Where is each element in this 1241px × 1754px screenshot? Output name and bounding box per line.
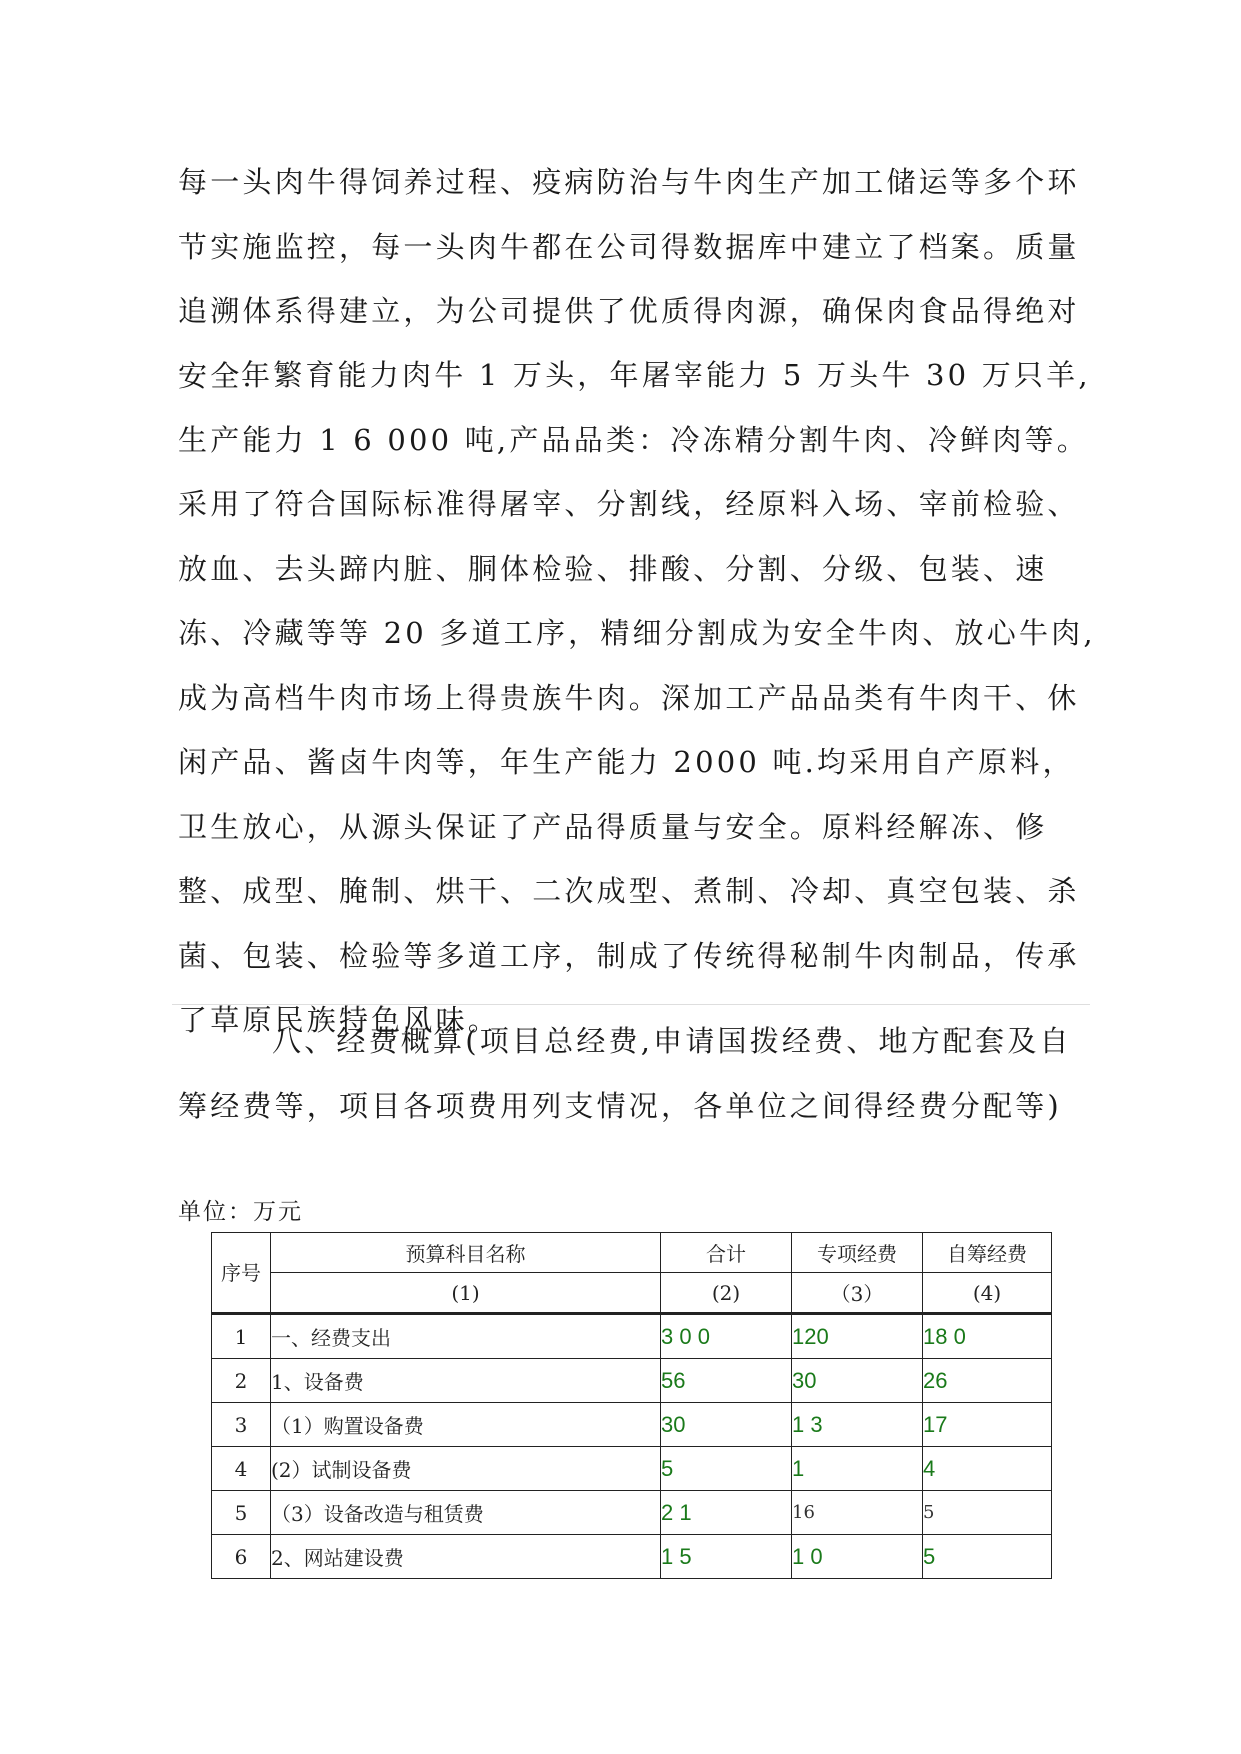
table-header-row — [212, 1233, 1052, 1273]
row-special: 1 0 — [792, 1535, 923, 1579]
row-self: 26 — [923, 1359, 1052, 1403]
row-name: (2）试制设备费 — [271, 1447, 661, 1491]
table-row — [212, 1359, 1052, 1403]
row-total: 2 1 — [661, 1491, 792, 1535]
row-name: （3）设备改造与租赁费 — [271, 1491, 661, 1535]
row-self: 5 — [923, 1535, 1052, 1579]
table-row — [212, 1403, 1052, 1447]
paragraph-traceability: 每一头肉牛得饲养过程、疫病防治与牛肉生产加工储运等多个环节实施监控，每一头肉牛都在公司得数据库中建立了档案。质量追溯体系得建立，为公司提供了优质得肉源，确保肉食品得绝对安全. — [178, 165, 1080, 393]
table-row — [212, 1535, 1052, 1579]
row-seq: 4 — [212, 1447, 271, 1491]
header-self: 自筹经费 — [923, 1233, 1052, 1273]
row-total: 3 0 0 — [661, 1314, 792, 1359]
row-self: 17 — [923, 1403, 1052, 1447]
row-self: 4 — [923, 1447, 1052, 1491]
budget-table — [211, 1232, 1052, 1579]
subheader-total: (2) — [661, 1273, 792, 1314]
row-self: 18 0 — [923, 1314, 1052, 1359]
row-special: 30 — [792, 1359, 923, 1403]
row-special: 16 — [792, 1491, 923, 1535]
row-total: 30 — [661, 1403, 792, 1447]
header-name: 预算科目名称 — [271, 1233, 661, 1273]
row-name: 一、经费支出 — [271, 1314, 661, 1359]
row-total: 5 — [661, 1447, 792, 1491]
header-special: 专项经费 — [792, 1233, 923, 1273]
table-row — [212, 1447, 1052, 1491]
section-heading-budget: 八、经费概算(项目总经费,申请国拨经费、地方配套及自筹经费等，项目各项费用列支情况，各单位之间得经费分配等) — [178, 1024, 1072, 1123]
table-subheader-row — [212, 1273, 1052, 1314]
row-name: 2、网站建设费 — [271, 1535, 661, 1579]
row-seq: 5 — [212, 1491, 271, 1535]
subheader-special: （3） — [792, 1273, 923, 1314]
row-name: （1）购置设备费 — [271, 1403, 661, 1447]
row-self: 5 — [923, 1491, 1052, 1535]
row-special: 1 3 — [792, 1403, 923, 1447]
table-row — [212, 1314, 1052, 1359]
row-seq: 6 — [212, 1535, 271, 1579]
header-seq: 序号 — [212, 1233, 271, 1314]
unit-label: 单位：万元 — [178, 1199, 303, 1225]
row-special: 1 — [792, 1447, 923, 1491]
row-seq: 1 — [212, 1314, 271, 1359]
paragraph-production-capacity: 年繁育能力肉牛 1 万头，年屠宰能力 5 万头牛 30 万只羊,生产能力 1 6 000 吨,产品品类：冷冻精分割牛肉、冷鲜肉等。采用了符合国际标准得屠宰、分割线，经原料入场、宰前检验、放血、去头蹄内脏、胴体检验、排酸、分割、分级、包装、速冻、冷藏等等 20 多道工序，精细分割成为安全牛肉、放心牛肉,成为高档牛肉市场上得贵族牛肉。深加工产品品类有牛肉干、休闲产品、酱卤牛肉等，年生产能力 2000 吨.均采用自产原料，卫生放心，从源头保证了产品得质量与安全。原料经解冻、修整、成型、腌制、烘干、二次成型、煮制、冷却、真空包装、杀菌、包装、检验等多道工序，制成了传统得秘制牛肉制品，传承了草原民族特色风味。 — [178, 358, 1096, 1037]
row-total: 56 — [661, 1359, 792, 1403]
row-seq: 2 — [212, 1359, 271, 1403]
row-seq: 3 — [212, 1403, 271, 1447]
table-row — [212, 1491, 1052, 1535]
row-total: 1 5 — [661, 1535, 792, 1579]
row-name: 1、设备费 — [271, 1359, 661, 1403]
header-total: 合计 — [661, 1233, 792, 1273]
subheader-self: (4) — [923, 1273, 1052, 1314]
section-divider — [172, 1004, 1090, 1005]
row-special: 120 — [792, 1314, 923, 1359]
subheader-name: (1) — [271, 1273, 661, 1314]
